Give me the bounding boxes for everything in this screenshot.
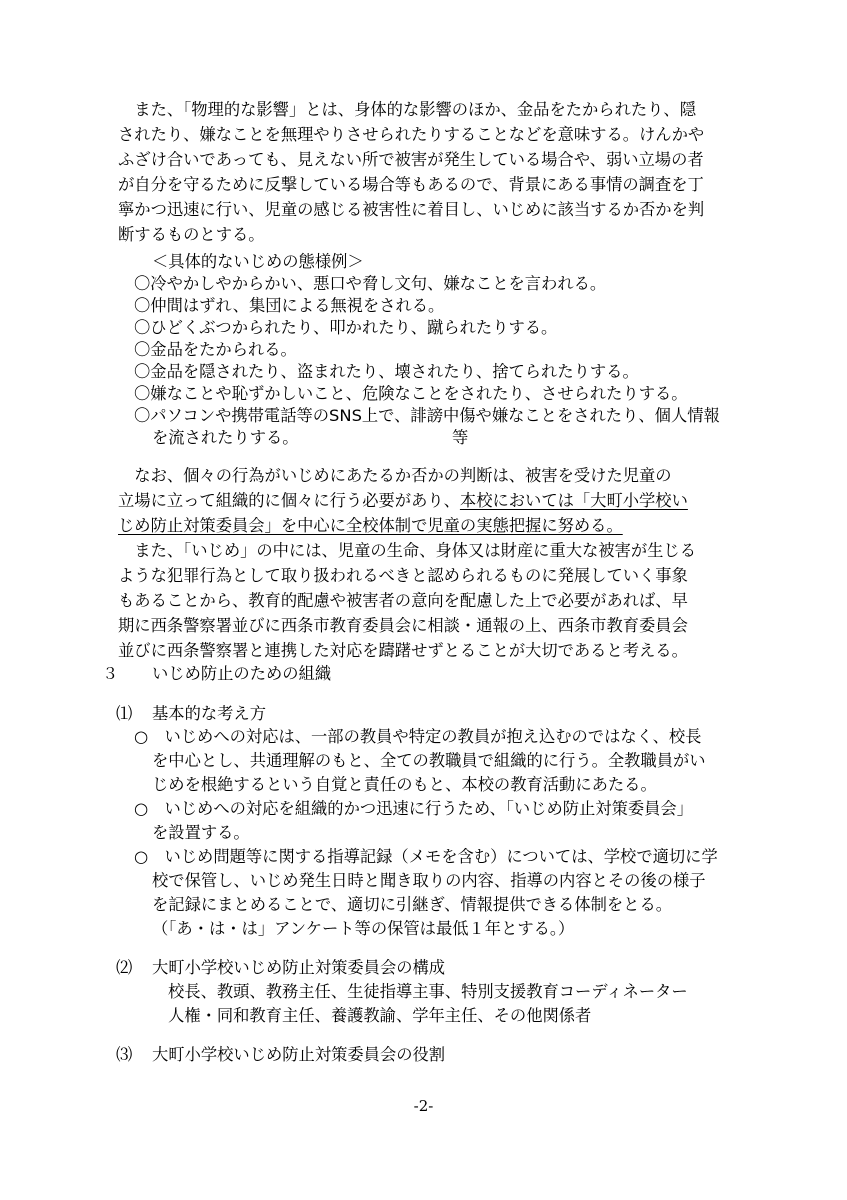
paragraph-line <box>118 490 688 512</box>
bullet-line: ○ いじめへの対応を組織的かつ迅速に行うため、「いじめ防止対策委員会」 <box>134 799 693 818</box>
example-item: 〇仲間はずれ、集団による無視をされる。 <box>134 296 445 315</box>
subsection-title: 大町小学校いじめ防止対策委員会の構成 <box>152 958 446 977</box>
bullet-line: を中心とし、共通理解のもと、全ての教職員で組織的に行う。全教職員がい <box>152 751 706 770</box>
paragraph-line: もあることから、教育的配慮や被害者の意向を配慮した上で必要があれば、早 <box>118 591 688 610</box>
section-number: ３ <box>102 664 119 683</box>
page-number: -2- <box>413 1097 434 1115</box>
member-line: 人権・同和教育主任、養護教諭、学年主任、その他関係者 <box>168 1006 592 1025</box>
paragraph-line: ような犯罪行為として取り扱われるべきと認められるものに発展していく事象 <box>118 566 688 585</box>
examples-heading: ＜具体的ないじめの態様例＞ <box>152 252 364 271</box>
paragraph-line: 並びに西条警察署と連携した対応を躊躇せずとることが大切であると考える。 <box>118 641 688 660</box>
paragraph-line: 断するものとする。 <box>118 225 265 244</box>
member-line: 校長、教頭、教務主任、生徒指導主事、特別支援教育コーディネーター <box>168 982 688 1001</box>
example-item: 〇金品を隠されたり、盗まれたり、壊されたり、捨てられたりする。 <box>134 362 639 381</box>
bullet-line: を設置する。 <box>152 823 250 842</box>
example-item: 〇ひどくぶつかられたり、叩かれたり、蹴られたりする。 <box>134 318 558 337</box>
subsection-number: ⑶ <box>116 1045 133 1064</box>
example-item: 〇パソコンや携帯電話等のSNS上で、誹謗中傷や嫌なことをされたり、個人情報 <box>134 406 720 425</box>
bullet-line: 校で保管し、いじめ発生日時と聞き取りの内容、指導の内容とその後の様子 <box>152 871 706 890</box>
paragraph-line: されたり、嫌なことを無理やりさせられたりすることなどを意味する。けんかや <box>118 125 705 144</box>
bullet-line: ○ いじめへの対応は、一部の教員や特定の教員が抱え込むのではなく、校長 <box>134 727 702 746</box>
example-item-continuation: を流されたりする。 <box>152 428 299 447</box>
bullet-line: じめを根絶するという自覚と責任のもと、本校の教育活動にあたる。 <box>152 775 657 794</box>
bullet-line: （「あ・は・は」アンケート等の保管は最低１年とする。） <box>152 919 575 938</box>
section-title: いじめ防止のための組織 <box>152 664 332 683</box>
paragraph-line: 寧かつ迅速に行い、児童の感じる被害性に着目し、いじめに該当するか否かを判 <box>118 200 705 219</box>
paragraph-line: なお、個々の行為がいじめにあたるか否かの判断は、被害を受けた児童の <box>118 466 672 485</box>
plain-text: 立場に立って組織的に個々に行う必要があり、 <box>118 491 460 510</box>
bullet-line: を記録にまとめることで、適切に引継ぎ、情報提供できる体制をとる。 <box>152 895 673 914</box>
example-etc: 等 <box>452 428 469 447</box>
subsection-title: 基本的な考え方 <box>152 704 266 723</box>
example-item: 〇冷やかしやからかい、悪口や脅し文句、嫌なことを言われる。 <box>134 274 607 293</box>
subsection-number: ⑵ <box>116 958 133 977</box>
example-item: 〇金品をたかられる。 <box>134 340 297 359</box>
underlined-line: じめ防止対策委員会」を中心に全校体制で児童の実態把握に努める。 <box>118 516 623 535</box>
subsection-title: 大町小学校いじめ防止対策委員会の役割 <box>152 1045 446 1064</box>
example-item: 〇嫌なことや恥ずかしいこと、危険なことをされたり、させられたりする。 <box>134 384 688 403</box>
underlined-text: 本校においては「大町小学校い <box>459 491 688 510</box>
subsection-number: ⑴ <box>116 704 133 723</box>
paragraph-line: 期に西条警察署並びに西条市教育委員会に相談・通報の上、西条市教育委員会 <box>118 616 688 635</box>
paragraph-line: また、「物理的な影響」とは、身体的な影響のほか、金品をたかられたり、隠 <box>118 100 696 119</box>
bullet-line: ○ いじめ問題等に関する指導記録（メモを含む）については、学校で適切に学 <box>134 847 718 866</box>
paragraph-line: が自分を守るために反撃している場合等もあるので、背景にある事情の調査を丁 <box>118 175 704 194</box>
paragraph-line: また、「いじめ」の中には、児童の生命、身体又は財産に重大な被害が生じる <box>118 541 696 560</box>
paragraph-line: ふざけ合いであっても、見えない所で被害が発生している場合や、弱い立場の者 <box>118 150 704 169</box>
